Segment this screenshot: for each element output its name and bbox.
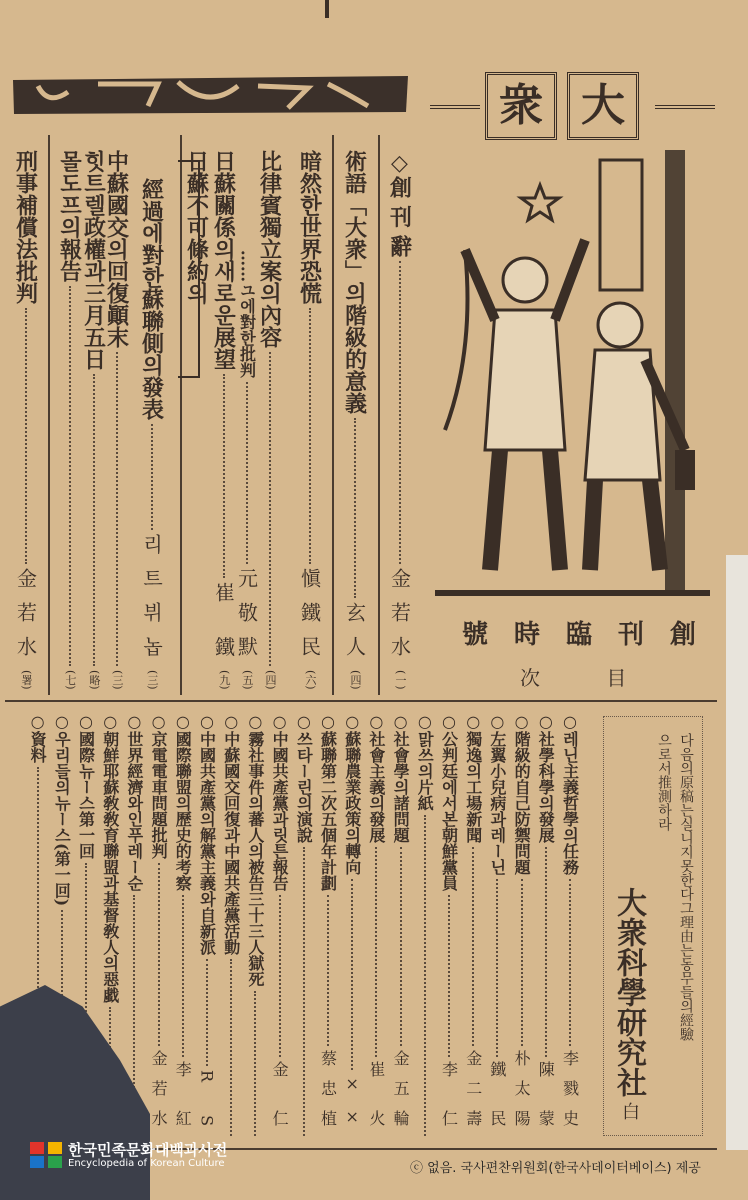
dot-leader [448, 895, 450, 1057]
entry-title: ○京電電車問題批判 [149, 712, 169, 859]
entry-author: 金若水 [149, 1050, 169, 1140]
entry-title: 經過에對한蘇聯側의發表 [138, 178, 165, 420]
entry-title: ○資料 [28, 712, 48, 763]
dot-leader [279, 895, 281, 1057]
toc-entry [510, 712, 534, 1140]
toc-entry [268, 712, 292, 1140]
workers-illustration [435, 150, 710, 600]
dot-leader [399, 261, 401, 564]
toc-entry [485, 712, 509, 1140]
entry-title: ○社會學의諸問題 [391, 712, 411, 843]
column-divider [48, 135, 50, 695]
entry-author: 朴太陽 [512, 1050, 532, 1140]
entry-page: (七) [64, 670, 77, 690]
dot-leader [254, 991, 256, 1136]
toc-entry [389, 712, 413, 1140]
entry-page: (四) [264, 670, 277, 690]
toc-entry [298, 150, 322, 690]
entry-title: ……ユ에對한批判 [237, 250, 257, 378]
toc-entry [558, 712, 582, 1140]
entry-author: 元敬默 [234, 568, 259, 671]
logo-korean: 한국민족문화대백과사전 [68, 1140, 228, 1159]
bracket [178, 160, 200, 378]
entry-author: ×× [342, 1074, 362, 1140]
copyright-credit: ⓒ 없음. 국사편찬위원회(한국사데이터베이스) 제공 [410, 1161, 701, 1176]
toc-entry [340, 712, 364, 1140]
toc-entry [461, 712, 485, 1140]
toc-entry [437, 712, 461, 1140]
entry-title: 刑事補償法批判 [12, 150, 39, 304]
entry-title: 中蘇國交의回復顚末 [103, 150, 130, 348]
entry-title: ○國際聯盟의歷史的考察 [173, 712, 193, 891]
dot-leader [400, 847, 402, 1046]
logo-mark-icon [30, 1140, 64, 1170]
entry-author: 金二壽 [463, 1050, 483, 1140]
toc-entry [147, 712, 171, 1140]
entry-author: 金若水 [13, 568, 38, 671]
toc-entry [82, 150, 106, 690]
entry-page: (六) [304, 670, 317, 690]
entry-title: 比律賓獨立案의內容 [256, 150, 283, 348]
entry-author: 崔 鐵 [211, 582, 236, 671]
entry-page: (略) [88, 670, 101, 690]
brush-banner [8, 68, 413, 120]
dot-leader [354, 418, 356, 598]
entry-title: 日蘇不可條約의 [183, 150, 210, 304]
entry-title: ○階級的自己防禦問題 [512, 712, 532, 875]
entry-title: ○中蘇國交回復과中國共產黨活動 [221, 712, 241, 955]
entry-page: (三) [146, 670, 159, 690]
entry-page: (署) [20, 670, 33, 690]
entry-title: 몰도프의報告 [56, 150, 83, 282]
woodcut-illustration [435, 150, 710, 600]
brush-banner-art [8, 68, 413, 120]
entry-title: ○蘇聯農業政策의轉向 [342, 712, 362, 875]
signoff: 白 [619, 1102, 640, 1120]
dot-leader [206, 959, 208, 1066]
dot-leader [496, 879, 498, 1057]
title-rule [430, 105, 480, 111]
dot-leader [69, 286, 71, 666]
issue-label: 號時臨刊創 [462, 620, 723, 650]
toc-entry [316, 712, 340, 1140]
entry-page: (九) [218, 670, 231, 690]
entry-page: (四) [349, 670, 362, 690]
section-divider [5, 700, 717, 702]
entry-author: R S [197, 1069, 217, 1140]
entry-author: 李戮史 [560, 1050, 580, 1140]
dot-leader [351, 879, 353, 1070]
entry-title: 暗然한世界恐慌 [296, 150, 323, 304]
entry-title: ○公判廷에서본朝鮮黨員 [439, 712, 459, 891]
toc-entry [534, 712, 558, 1140]
entry-author: 李 紅 [173, 1060, 193, 1140]
entry-title: ○社學科學의發展 [536, 712, 556, 843]
entry-title: 術語「大衆」의階級的意義 [341, 150, 368, 414]
entry-title: ○朝鮮耶蘇敎敎育聯盟과基督敎人의惡戱 [100, 712, 120, 1003]
entry-title: ○世界經濟와인푸레ー순 [124, 712, 144, 891]
entry-title: ○獨逸의工場新聞 [463, 712, 483, 843]
page-edge [726, 555, 748, 1150]
toc-entry [219, 712, 243, 1140]
entry-author: 陳 蒙 [536, 1060, 556, 1140]
toc-entry [258, 150, 282, 690]
toc-entry [212, 150, 236, 690]
toc-entry [195, 712, 219, 1140]
publisher-name: 大衆科學研究社 [611, 887, 646, 1097]
dot-leader [230, 959, 232, 1136]
entry-title: ◇創 刊 辭 [386, 150, 413, 258]
entry-page: (三) [111, 670, 124, 690]
dot-leader [375, 847, 377, 1057]
entry-title: ○레닌主義哲學의任務 [560, 712, 580, 875]
dot-leader [327, 895, 329, 1046]
column-divider [378, 135, 380, 695]
entry-title: ○中國共產黨의解黨主義와自新派 [197, 712, 217, 955]
entry-title: ○國際뉴ー스第一回 [76, 712, 96, 859]
toc-entry [140, 178, 164, 690]
entry-page: (五) [241, 670, 254, 690]
toc-entry [364, 712, 388, 1140]
dot-leader [303, 847, 305, 1136]
entry-author: 蔡忠植 [318, 1050, 338, 1140]
entry-author: 愼鐵民 [297, 568, 322, 671]
entry-title: ○쓰타ー린의演說 [294, 712, 314, 843]
toc-entry [58, 150, 82, 690]
toc-entry [14, 150, 38, 690]
top-mark [325, 0, 329, 18]
toc-entry [243, 712, 267, 1140]
toc-entry [292, 712, 316, 1140]
toc-entry [343, 150, 367, 690]
entry-title: 힛트렐政權과三月五日 [80, 150, 107, 370]
masthead-title [485, 72, 639, 140]
dot-leader [569, 879, 571, 1046]
entry-author: 金五輪 [391, 1050, 411, 1140]
entry-author: 金 仁 [270, 1060, 290, 1140]
logo-english: Encyclopedia of Korean Culture [68, 1157, 225, 1169]
entry-title: ○中國共產黨과릿튼報告 [270, 712, 290, 891]
encyclopedia-logo [30, 1140, 227, 1170]
notice-box [603, 716, 703, 1136]
dot-leader [309, 308, 311, 564]
notice-text: 다음의原稿는실니지못한다그理由는동무들의經驗 [678, 733, 694, 1041]
dot-leader [93, 374, 95, 666]
dot-leader [151, 424, 153, 530]
title-char-box: 衆 [485, 72, 557, 140]
title-char-box: 大 [567, 72, 639, 140]
toc-entry [388, 150, 412, 690]
dot-leader [182, 895, 184, 1057]
toc-entry [413, 712, 437, 1140]
dot-leader [472, 847, 474, 1046]
dot-leader [424, 815, 426, 1136]
entry-title: ○社會主義의發展 [366, 712, 386, 843]
entry-author: 鐵 民 [487, 1060, 507, 1140]
entry-author: 리트뷔놉 [139, 534, 164, 671]
dot-leader [25, 308, 27, 564]
dot-leader [269, 352, 271, 666]
entry-title: ○맑쓰의片紙 [415, 712, 435, 811]
title-rule [655, 105, 715, 111]
entry-page: (一) [394, 670, 407, 690]
entry-title: ○우리들의뉴ー스(第一回) [52, 712, 72, 907]
entry-title: ○左翼小兒病과레ー닌 [487, 712, 507, 875]
dot-leader [116, 352, 118, 666]
entry-title: ○霧社事件의蕃人의被告三十三人獄死 [245, 712, 265, 987]
column-divider [332, 135, 334, 695]
dot-leader [545, 847, 547, 1057]
entry-author: 崔 火 [366, 1060, 386, 1140]
dot-leader [246, 382, 248, 564]
dot-leader [521, 879, 523, 1046]
entry-title: ○蘇聯第二次五個年計劃 [318, 712, 338, 891]
entry-title: 日蘇關係의새로운展望 [210, 150, 237, 370]
dot-leader [223, 374, 225, 578]
toc-label: 次 目 [520, 666, 627, 690]
entry-author: 玄人 [342, 602, 367, 671]
notice-text: 으로서推測하라 [656, 733, 672, 831]
entry-author: 李 仁 [439, 1060, 459, 1140]
entry-author: 金若水 [387, 568, 412, 671]
dot-leader [158, 863, 160, 1046]
toc-entry [171, 712, 195, 1140]
